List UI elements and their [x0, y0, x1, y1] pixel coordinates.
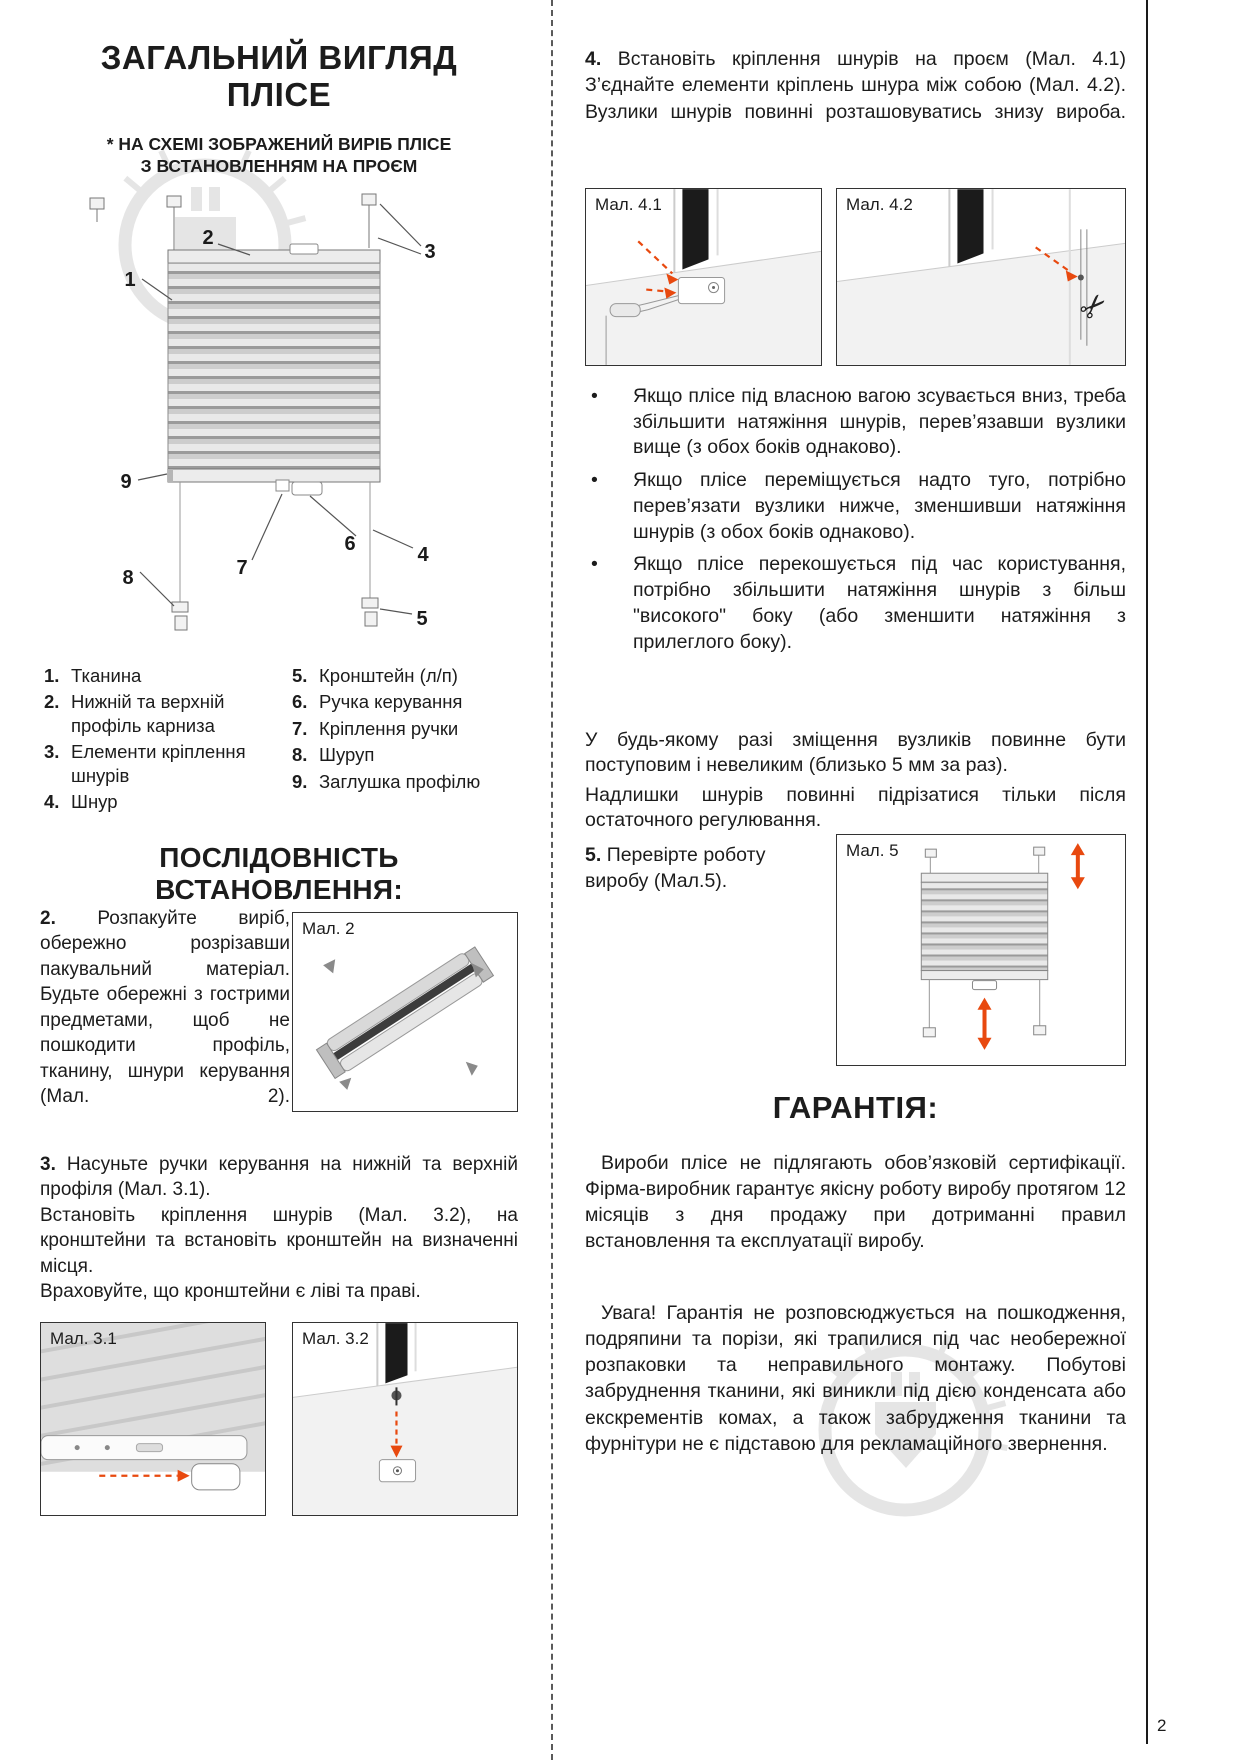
part-label: Кріплення ручки [319, 717, 459, 739]
figure-2-label: Мал. 2 [302, 919, 355, 938]
part-label: Нижній та верхній профіль карниза [71, 691, 225, 736]
bullet-text: Якщо плісе під власною вагою зсувається вниз, треба збільшити натяжіння шнурів, перев’язавши вузлики вище (з обох боків однаково). [633, 385, 1126, 459]
bullet-item [585, 384, 1126, 461]
step-3-number: 3. [40, 1154, 56, 1175]
callout-3: 3 [424, 241, 436, 263]
figure-3-1 [40, 1322, 266, 1516]
part-label: Ручка керування [319, 691, 463, 713]
part-label: Шуруп [319, 744, 375, 766]
step-4-paragraph [585, 46, 1126, 125]
top-brackets [90, 194, 376, 250]
bottom-handle [292, 482, 322, 495]
pleated-fabric [168, 263, 380, 469]
step-2-text: Розпакуйте виріб, обережно розрізавши пакувальний матеріал. Будьте обережні з гострими предметами, щоб не пошкодити профіль, тканину, шнури керування (Мал. 2). [40, 908, 290, 1108]
figure-4-1 [585, 188, 822, 366]
part-number: 4. [44, 791, 60, 813]
part-label: Елементи кріплення шнурів [71, 741, 246, 786]
bullet-marker: • [591, 553, 598, 576]
bullet-item [585, 552, 1126, 655]
part-label: Заглушка профілю [319, 770, 481, 792]
part-number: 2. [44, 691, 60, 713]
step-4-number: 4. [585, 48, 602, 70]
part-number: 8. [292, 744, 308, 766]
parts-list [44, 664, 518, 817]
blinds-overview-diagram [40, 184, 518, 658]
step-3-line1-wrap [40, 1152, 518, 1203]
figure-4-1-label: Мал. 4.1 [595, 195, 662, 214]
part-item [292, 717, 518, 740]
part-item [292, 743, 518, 766]
callout-6: 6 [344, 533, 356, 555]
bottom-brackets [172, 598, 378, 630]
note-1: У будь-якому разі зміщення вузликів повинне бути поступовим і невеликим (близько 5 мм за раз). [585, 729, 1126, 777]
bullet-marker: • [591, 385, 598, 407]
part-label: Шнур [71, 791, 118, 813]
part-item [44, 664, 292, 687]
cord-trimming-drawing [837, 189, 1125, 365]
page-subtitle [40, 133, 518, 178]
part-item [292, 690, 518, 713]
handle-mount [276, 480, 289, 491]
figure-5-label: Мал. 5 [846, 841, 899, 860]
step-2-number: 2. [40, 908, 56, 929]
part-number: 9. [292, 770, 308, 792]
page-subtitle-line2: З ВСТАНОВЛЕННЯМ НА ПРОЄМ [140, 156, 418, 177]
bottom-rail [168, 469, 380, 482]
callout-5: 5 [416, 608, 428, 630]
note-2: Надлишки шнурів повинні підрізатися тільки після остаточного регулювання. [585, 783, 1126, 832]
part-label: Кронштейн (л/п) [319, 665, 458, 686]
page-number: 2 [1157, 1716, 1167, 1735]
center-dashed-divider [551, 0, 553, 1760]
bracket-screw-drawing [293, 1323, 517, 1515]
step-5-number: 5. [585, 844, 602, 866]
part-item [44, 690, 292, 737]
step-3-paragraph [40, 1152, 518, 1305]
page-title-line2: ПЛІСЕ [226, 75, 332, 113]
sequence-heading: ПОСЛІДОВНІСТЬ ВСТАНОВЛЕННЯ: [155, 842, 403, 905]
top-rail [168, 250, 380, 263]
page-title [40, 40, 518, 114]
callout-4: 4 [417, 544, 429, 566]
step-2-paragraph [40, 906, 290, 1110]
page-subtitle-line1: * НА СХЕМІ ЗОБРАЖЕНИЙ ВИРІБ ПЛІСЕ [106, 134, 452, 154]
callout-9: 9 [120, 471, 132, 493]
step-3-line2: Встановіть кріплення шнурів (Мал. 3.2), на кронштейни та встановіть кронштейн на визначенні місця. [40, 1204, 518, 1277]
parts-list-col2 [292, 664, 518, 817]
bullet-marker: • [591, 469, 598, 492]
figure-4-2-label: Мал. 4.2 [846, 195, 913, 214]
part-item [292, 664, 518, 687]
top-handle [290, 244, 318, 254]
bullet-text: Якщо плісе переміщується надто туго, потрібно перев’язати вузлики нижче, зменшивши натяжіння шнурів (з обох боків однаково). [633, 469, 1126, 543]
callout-2: 2 [202, 227, 214, 249]
figure-3-2-label: Мал. 3.2 [302, 1329, 369, 1348]
adjustment-bullet-list [585, 384, 1126, 662]
bullet-text: Якщо плісе перекошується під час користування, потрібно збільшити натяжіння шнурів з більш "високого" боку (або зменшити натяжіння з прилеглого боку). [633, 553, 1126, 653]
bullet-item [585, 468, 1126, 545]
part-number: 5. [292, 665, 308, 686]
scissors-icon: ✂ [1071, 284, 1116, 329]
bottom-profile-closeup-drawing [41, 1323, 265, 1515]
page-title-line1: ЗАГАЛЬНИЙ ВИГЛЯД [100, 39, 458, 76]
figure-3-1-label: Мал. 3.1 [50, 1329, 117, 1348]
warranty-paragraph-2: Увага! Гарантія не розповсюджується на пошкодження, подряпини та порізи, які трапилися під час необережної розпаковки та неправильного монтажу. Побутові забруднення тканини, які виникли під дією конденсата або екскрементів комах, а також забрудження тканини та фурнітури не є підставою для рекламаційного звернення. [585, 1302, 1126, 1455]
step-4-text: Встановіть кріплення шнурів на проєм (Мал. 4.1) З’єднайте елементи кріплень шнура між собою (Мал. 4.2). Вузлики шнурів повинні розташовуватись знизу вироба. [585, 48, 1127, 123]
step-5-paragraph [585, 842, 825, 895]
part-label: Тканина [71, 665, 142, 686]
part-item [44, 790, 292, 813]
right-edge-rule [1146, 0, 1148, 1744]
part-number: 6. [292, 691, 308, 713]
part-item [44, 740, 292, 787]
step-3-line3: Враховуйте, що кронштейни є ліві та праві. [40, 1281, 421, 1303]
rolled-profile-drawing [293, 913, 517, 1111]
cord-fixing-drawing [586, 189, 821, 365]
figure-4-2 [836, 188, 1126, 366]
step-3-line1: Насуньте ручки керування на нижній та верхній профіля (Мал. 3.1). [40, 1154, 518, 1201]
step-5-text: Перевірте роботу виробу (Мал.5). [585, 844, 766, 893]
part-number: 3. [44, 741, 60, 763]
warranty-heading: ГАРАНТІЯ: [772, 1090, 939, 1125]
parts-list-col1 [44, 664, 292, 817]
callout-7: 7 [236, 557, 248, 579]
adjustment-notes [585, 728, 1126, 837]
part-item [292, 770, 518, 793]
part-number: 7. [292, 717, 308, 739]
figure-5 [836, 834, 1126, 1066]
end-cap [168, 469, 173, 482]
callout-1: 1 [124, 269, 136, 291]
callout-8: 8 [122, 567, 134, 589]
part-number: 1. [44, 665, 60, 686]
operation-check-drawing [837, 835, 1125, 1065]
cords [180, 482, 370, 604]
figure-3-2 [292, 1322, 518, 1516]
warranty-paragraph-1: Вироби плісе не підлягають обов’язковій сертифікації. Фірма-виробник гарантує якісну роботу виробу протягом 12 місяців з дня продажу при дотриманні правил встановлення та експлуатації виробу. [585, 1152, 1126, 1253]
figure-2 [292, 912, 518, 1112]
